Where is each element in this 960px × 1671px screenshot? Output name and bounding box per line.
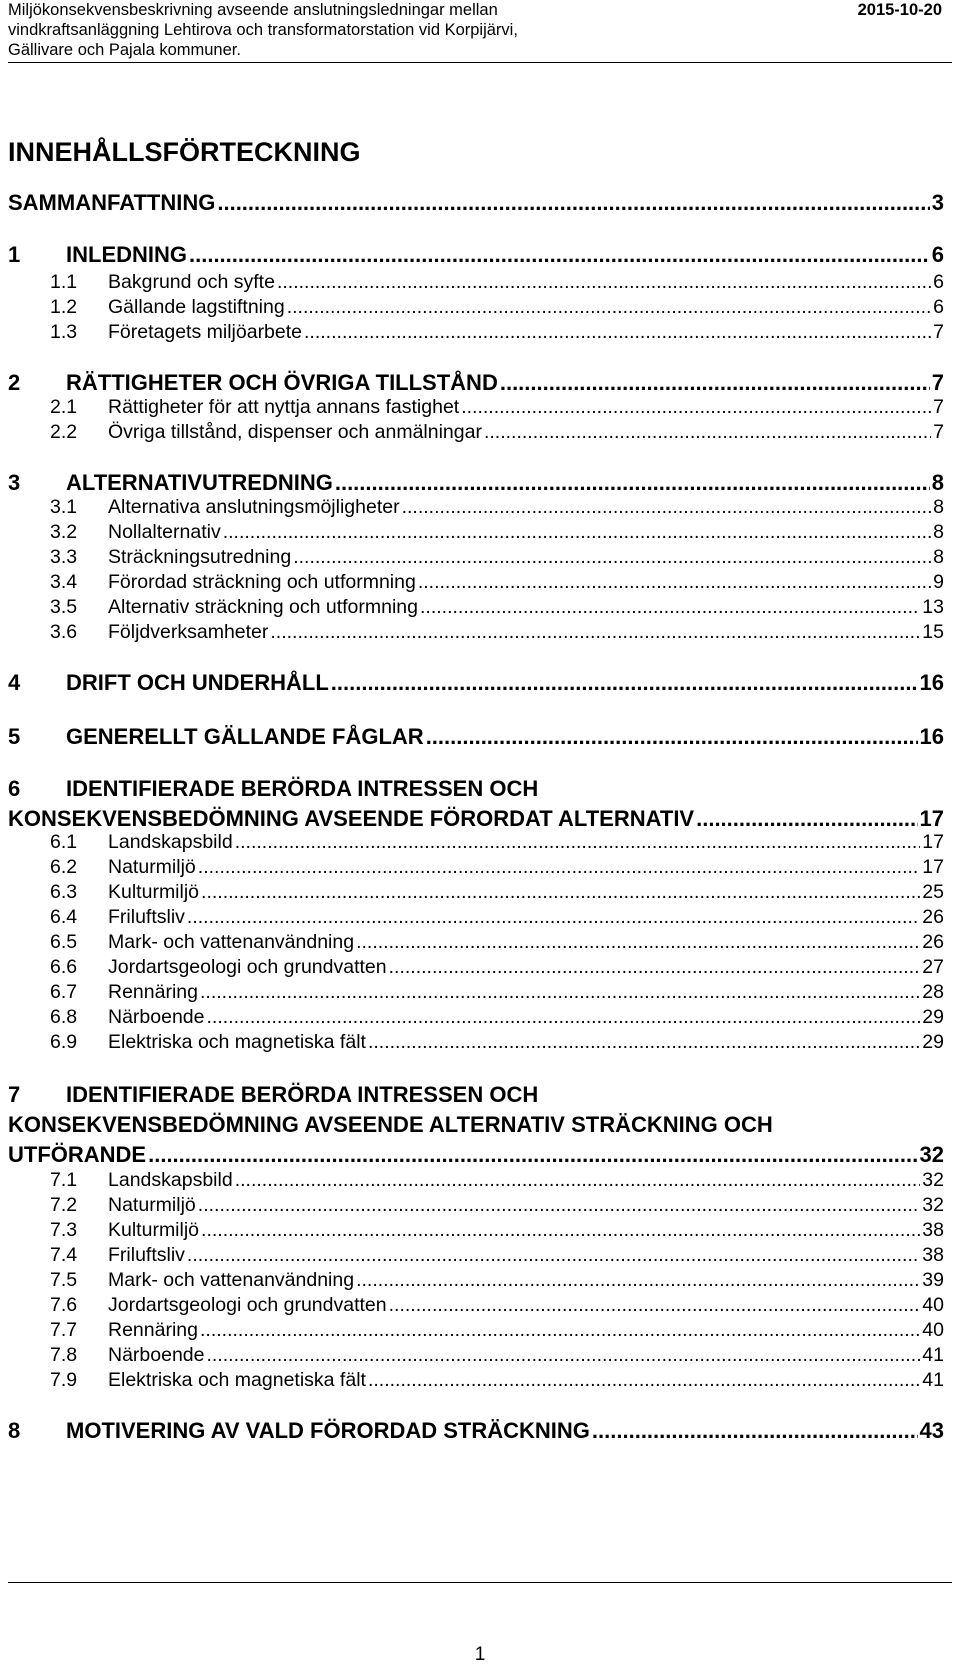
document-title-line: Miljökonsekvensbeskrivning avseende anslutningsledningar mellan [8, 1, 498, 19]
toc-entry-page: 7 [933, 421, 944, 443]
toc-leader-dots [223, 521, 931, 544]
toc-entry-number: 7 [8, 1082, 21, 1107]
toc-leader-dots [200, 981, 920, 1004]
toc-entry-page: 6 [933, 271, 944, 293]
toc-entry-number: 7.7 [50, 1319, 78, 1341]
toc-entry[interactable] [8, 240, 953, 268]
toc-leader-dots [189, 242, 930, 268]
toc-entry-number: 1 [8, 242, 21, 267]
toc-leader-dots [235, 1169, 921, 1192]
toc-entry-number: 3.2 [50, 521, 78, 543]
toc-entry[interactable] [8, 1416, 953, 1444]
toc-subentry[interactable] [8, 880, 953, 904]
toc-subentry[interactable] [8, 495, 953, 519]
toc-subentry[interactable] [8, 855, 953, 879]
toc-entry-page: 41 [922, 1344, 944, 1366]
toc-entry-continuation[interactable] [8, 804, 953, 832]
document-date: 2015-10-20 [857, 1, 942, 19]
toc-leader-dots [201, 1219, 920, 1242]
toc-entry-number: 7.5 [50, 1269, 78, 1291]
toc-entry-title: RÄTTIGHETER OCH ÖVRIGA TILLSTÅND [66, 370, 498, 395]
toc-entry-title: Landskapsbild [108, 1169, 233, 1191]
toc-entry-page: 17 [922, 856, 944, 878]
toc-leader-dots [235, 831, 921, 854]
toc-entry-continuation[interactable] [8, 1140, 953, 1168]
toc-entry-number: 2.1 [50, 396, 78, 418]
toc-entry-page: 6 [933, 296, 944, 318]
toc-entry-title: Bakgrund och syfte [108, 271, 275, 293]
toc-subentry[interactable] [8, 1318, 953, 1342]
toc-leader-dots [368, 1031, 920, 1054]
toc-entry-page: 7 [933, 321, 944, 343]
toc-entry-page: 38 [922, 1244, 944, 1266]
toc-subentry[interactable] [8, 320, 953, 344]
toc-subentry[interactable] [8, 1293, 953, 1317]
toc-entry-page: 29 [922, 1031, 944, 1053]
toc-leader-dots [484, 421, 931, 444]
toc-subentry[interactable] [8, 1193, 953, 1217]
toc-entry-number: 3.1 [50, 496, 78, 518]
toc-subentry[interactable] [8, 955, 953, 979]
toc-leader-dots [217, 190, 929, 216]
toc-subentry[interactable] [8, 830, 953, 854]
toc-subentry[interactable] [8, 1168, 953, 1192]
toc-entry[interactable] [8, 774, 953, 802]
toc-entry-page: 40 [922, 1294, 944, 1316]
toc-leader-dots [293, 546, 931, 569]
toc-entry-title: Rennäring [108, 981, 198, 1003]
toc-leader-dots [356, 1269, 920, 1292]
toc-entry-number: 6.4 [50, 906, 78, 928]
toc-entry-number: 6.5 [50, 931, 78, 953]
toc-entry-number: 8 [8, 1418, 21, 1443]
toc-entry-title: Rättigheter för att nyttja annans fastighet [108, 396, 460, 418]
toc-entry-number: 3.6 [50, 621, 78, 643]
toc-entry[interactable] [8, 188, 953, 216]
toc-entry-title: Elektriska och magnetiska fält [108, 1369, 366, 1391]
toc-entry-title: MOTIVERING AV VALD FÖRORDAD STRÄCKNING [66, 1418, 590, 1443]
toc-entry-title: Rennäring [108, 1319, 198, 1341]
toc-entry-number: 6.3 [50, 881, 78, 903]
toc-subentry[interactable] [8, 1030, 953, 1054]
toc-entry-number: 6.9 [50, 1031, 78, 1053]
toc-entry-title: Jordartsgeologi och grundvatten [108, 956, 387, 978]
toc-leader-dots [287, 296, 931, 319]
toc-entry-title: Alternativ sträckning och utformning [108, 596, 418, 618]
toc-subentry[interactable] [8, 295, 953, 319]
toc-entry-title: Kulturmiljö [108, 1219, 200, 1241]
document-title [8, 0, 648, 60]
toc-entry-page: 17 [922, 831, 944, 853]
toc-heading: INNEHÅLLSFÖRTECKNING [8, 137, 361, 167]
toc-entry-title: Elektriska och magnetiska fält [108, 1031, 366, 1053]
toc-entry-number: 7.2 [50, 1194, 78, 1216]
toc-entry-page: 6 [931, 242, 944, 267]
toc-entry-title: Friluftsliv [108, 1244, 185, 1266]
toc-leader-dots [198, 856, 921, 879]
toc-leader-dots [207, 1006, 921, 1029]
toc-leader-dots [418, 571, 931, 594]
toc-entry-number: 3 [8, 470, 21, 495]
toc-entry-title: Sträckningsutredning [108, 546, 292, 568]
toc-entry-page: 16 [919, 670, 944, 695]
toc-subentry[interactable] [8, 1243, 953, 1267]
toc-entry[interactable] [8, 368, 953, 396]
toc-subentry[interactable] [8, 1005, 953, 1029]
toc-entry-page: 7 [931, 370, 944, 395]
toc-subentry[interactable] [8, 1218, 953, 1242]
toc-entry-number: 7.8 [50, 1344, 78, 1366]
page-header [8, 0, 952, 63]
toc-entry-title: Naturmiljö [108, 1194, 196, 1216]
toc-entry-number: 3.4 [50, 571, 78, 593]
toc-subentry[interactable] [8, 570, 953, 594]
toc-entry-number: 6.2 [50, 856, 78, 878]
document-title-line: vindkraftsanläggning Lehtirova och transformatorstation vid Korpijärvi, [8, 21, 518, 39]
toc-subentry[interactable] [8, 420, 953, 444]
toc-entry-number: 7.4 [50, 1244, 78, 1266]
toc-entry-continuation[interactable] [8, 1110, 953, 1138]
toc-entry-page: 27 [922, 956, 944, 978]
toc-leader-dots [426, 724, 918, 750]
toc-entry-title: GENERELLT GÄLLANDE FÅGLAR [66, 724, 424, 749]
toc-entry-title: Nollalternativ [108, 521, 221, 543]
toc-entry-number: 6.6 [50, 956, 78, 978]
toc-entry-title: INLEDNING [66, 242, 187, 267]
toc-leader-dots [368, 1369, 920, 1392]
toc-entry-title: Landskapsbild [108, 831, 233, 853]
toc-entry-number: 7.1 [50, 1169, 78, 1191]
toc-leader-dots [335, 470, 930, 496]
toc-entry-page: 28 [922, 981, 944, 1003]
toc-entry-number: 7.3 [50, 1219, 78, 1241]
toc-subentry[interactable] [8, 395, 953, 419]
toc-entry-title: Följdverksamheter [108, 621, 269, 643]
toc-entry-title-continuation: UTFÖRANDE [8, 1142, 147, 1167]
toc-entry-title: Naturmiljö [108, 856, 196, 878]
toc-subentry[interactable] [8, 980, 953, 1004]
toc-entry-number: 7.6 [50, 1294, 78, 1316]
toc-entry-page: 43 [919, 1418, 944, 1443]
toc-entry-title-continuation: KONSEKVENSBEDÖMNING AVSEENDE ALTERNATIV STRÄCKNING OCH [8, 1112, 773, 1137]
toc-entry-number: 5 [8, 724, 21, 749]
toc-leader-dots [592, 1418, 918, 1444]
toc-entry[interactable] [8, 668, 953, 696]
toc-entry-page: 26 [922, 906, 944, 928]
toc-leader-dots [461, 396, 931, 419]
toc-entry-number: 1.3 [50, 321, 78, 343]
toc-leader-dots [500, 370, 930, 396]
toc-entry-number: 6.8 [50, 1006, 78, 1028]
toc-leader-dots [389, 956, 921, 979]
toc-entry-page: 26 [922, 931, 944, 953]
toc-entry-number: 7.9 [50, 1369, 78, 1391]
toc-entry-page: 9 [933, 571, 944, 593]
toc-leader-dots [207, 1344, 921, 1367]
toc-entry-page: 29 [922, 1006, 944, 1028]
toc-entry-title: Närboende [108, 1006, 205, 1028]
toc-entry-number: 2.2 [50, 421, 78, 443]
toc-leader-dots [389, 1294, 921, 1317]
toc-subentry[interactable] [8, 1268, 953, 1292]
toc-leader-dots [187, 1244, 920, 1267]
toc-entry-number: 6.1 [50, 831, 78, 853]
toc-entry-number: 1.1 [50, 271, 78, 293]
toc-entry[interactable] [8, 722, 953, 750]
toc-entry-page: 8 [933, 496, 944, 518]
page-number: 1 [474, 1644, 486, 1665]
toc-leader-dots [187, 906, 920, 929]
toc-entry-page: 15 [922, 621, 944, 643]
toc-entry-page: 7 [933, 396, 944, 418]
toc-entry-page: 32 [922, 1169, 944, 1191]
toc-subentry[interactable] [8, 595, 953, 619]
toc-entry-number: 1.2 [50, 296, 78, 318]
toc-entry-page: 8 [933, 521, 944, 543]
toc-entry-title-continuation: KONSEKVENSBEDÖMNING AVSEENDE FÖRORDAT ALTERNATIV [8, 806, 695, 831]
toc-entry-page: 8 [931, 470, 944, 495]
toc-leader-dots [696, 806, 917, 832]
toc-subentry[interactable] [8, 545, 953, 569]
toc-leader-dots [304, 321, 931, 344]
toc-entry-number: 6.7 [50, 981, 78, 1003]
toc-entry-title: Mark- och vattenanvändning [108, 931, 355, 953]
toc-entry-number: 3.3 [50, 546, 78, 568]
toc-entry-page: 13 [922, 596, 944, 618]
toc-entry-title: DRIFT OCH UNDERHÅLL [66, 670, 329, 695]
toc-leader-dots [402, 496, 932, 519]
toc-entry-title: Gällande lagstiftning [108, 296, 285, 318]
toc-leader-dots [331, 670, 918, 696]
toc-entry-title: SAMMANFATTNING [8, 190, 216, 215]
toc-entry-title: Jordartsgeologi och grundvatten [108, 1294, 387, 1316]
toc-subentry[interactable] [8, 930, 953, 954]
toc-entry-title: Kulturmiljö [108, 881, 200, 903]
toc-entry-page: 3 [931, 190, 944, 215]
toc-subentry[interactable] [8, 270, 953, 294]
toc-entry-title: Närboende [108, 1344, 205, 1366]
toc-entry[interactable] [8, 468, 953, 496]
toc-entry-title: IDENTIFIERADE BERÖRDA INTRESSEN OCH [66, 776, 539, 801]
toc-entry-page: 16 [919, 724, 944, 749]
toc-entry-number: 6 [8, 776, 21, 801]
toc-entry-title: Friluftsliv [108, 906, 185, 928]
document-title-line: Gällivare och Pajala kommuner. [8, 41, 241, 59]
toc-leader-dots [200, 1319, 920, 1342]
toc-entry-page: 17 [919, 806, 944, 831]
toc-entry-page: 40 [922, 1319, 944, 1341]
toc-entry-number: 4 [8, 670, 21, 695]
toc-entry-number: 2 [8, 370, 21, 395]
toc-entry-page: 32 [919, 1142, 944, 1167]
toc-entry-page: 41 [922, 1369, 944, 1391]
toc-entry-page: 38 [922, 1219, 944, 1241]
toc-leader-dots [270, 621, 920, 644]
toc-subentry[interactable] [8, 1368, 953, 1392]
footer-rule [8, 1582, 952, 1583]
toc-entry-page: 39 [922, 1269, 944, 1291]
toc-entry-title: Förordad sträckning och utformning [108, 571, 416, 593]
toc-entry-title: Övriga tillstånd, dispenser och anmälningar [108, 421, 482, 443]
toc-entry-title: Mark- och vattenanvändning [108, 1269, 355, 1291]
toc-leader-dots [420, 596, 920, 619]
toc-leader-dots [148, 1142, 917, 1168]
toc-subentry[interactable] [8, 620, 953, 644]
toc-leader-dots [277, 271, 931, 294]
toc-entry-title: IDENTIFIERADE BERÖRDA INTRESSEN OCH [66, 1082, 539, 1107]
toc-subentry[interactable] [8, 520, 953, 544]
toc-subentry[interactable] [8, 905, 953, 929]
toc-entry-title: Alternativa anslutningsmöjligheter [108, 496, 400, 518]
toc-entry-title: Företagets miljöarbete [108, 321, 303, 343]
toc-entry-page: 8 [933, 546, 944, 568]
toc-entry-page: 32 [922, 1194, 944, 1216]
toc-leader-dots [201, 881, 920, 904]
toc-leader-dots [356, 931, 920, 954]
toc-leader-dots [198, 1194, 921, 1217]
toc-entry-number: 3.5 [50, 596, 78, 618]
toc-entry-title: ALTERNATIVUTREDNING [66, 470, 333, 495]
toc-entry-page: 25 [922, 881, 944, 903]
toc-subentry[interactable] [8, 1343, 953, 1367]
toc-entry[interactable] [8, 1080, 953, 1108]
